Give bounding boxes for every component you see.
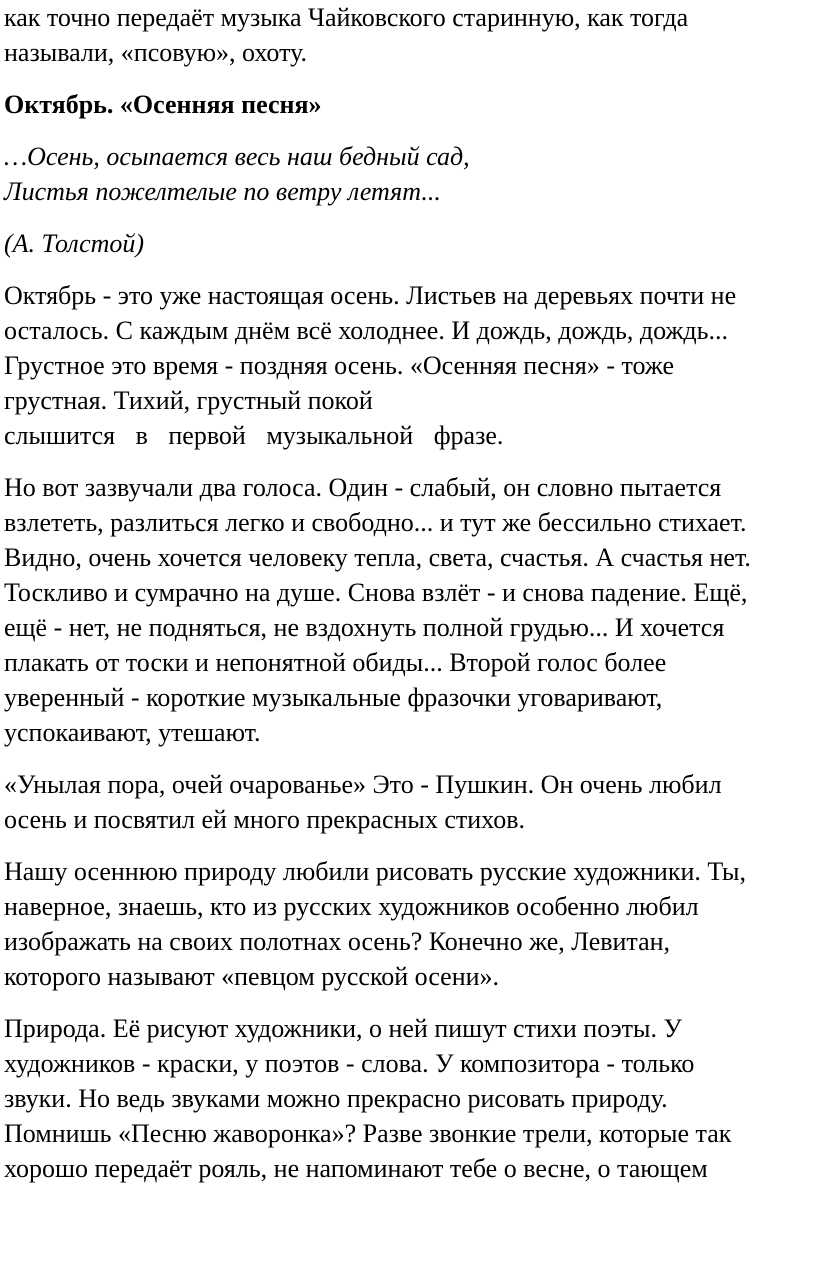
paragraph-two-voices <box>4 470 812 750</box>
text-line: изображать на своих полотнах осень? Конечно же, Левитан, <box>4 927 671 956</box>
paragraph-october <box>4 278 812 453</box>
paragraph-gap <box>4 994 812 1011</box>
text-line: ещё - нет, не подняться, не вздохнуть полной грудью... И хочется <box>4 613 725 642</box>
text-line: хорошо передаёт рояль, не напоминают тебе о весне, о тающем <box>4 1154 708 1183</box>
poem-author <box>4 226 812 261</box>
text-line: называли, «псовую», охоту. <box>4 38 307 67</box>
document-page <box>4 0 812 1186</box>
text-line: успокаивают, утешают. <box>4 718 261 747</box>
paragraph-gap <box>4 122 812 139</box>
text-line: художников - краски, у поэтов - слова. У композитора - только <box>4 1049 695 1078</box>
paragraph-nature <box>4 1011 812 1186</box>
heading-text: Октябрь. «Осенняя песня» <box>4 90 322 119</box>
text-line: грустная. Тихий, грустный покой <box>4 386 373 415</box>
paragraph-painters <box>4 854 812 994</box>
poem-line: Листья пожелтелые по ветру летят... <box>4 177 441 206</box>
poem-author-text: (А. Толстой) <box>4 229 145 258</box>
text-line: звуки. Но ведь звуками можно прекрасно рисовать природу. <box>4 1084 668 1113</box>
text-line: Природа. Её рисуют художники, о ней пишут стихи поэты. У <box>4 1014 682 1043</box>
text-line: Октябрь - это уже настоящая осень. Листьев на деревьях почти не <box>4 281 737 310</box>
text-line: наверное, знаешь, кто из русских художников особенно любил <box>4 892 699 921</box>
paragraph-gap <box>4 837 812 854</box>
section-heading <box>4 87 812 122</box>
text-line: Видно, очень хочется человеку тепла, света, счастья. А счастья нет. <box>4 543 751 572</box>
text-line: осталось. С каждым днём всё холоднее. И дождь, дождь, дождь... <box>4 316 729 345</box>
paragraph-gap <box>4 209 812 226</box>
text-line: Но вот зазвучали два голоса. Один - слабый, он словно пытается <box>4 473 722 502</box>
text-line: Помнишь «Песню жаворонка»? Разве звонкие трели, которые так <box>4 1119 732 1148</box>
text-line: «Унылая пора, очей очарованье» Это - Пушкин. Он очень любил <box>4 770 722 799</box>
text-line: которого называют «певцом русской осени». <box>4 962 500 991</box>
text-line: плакать от тоски и непонятной обиды... Второй голос более <box>4 648 667 677</box>
text-line: Нашу осеннюю природу любили рисовать русские художники. Ты, <box>4 857 746 886</box>
intro-paragraph <box>4 0 812 70</box>
text-line: взлететь, разлиться легко и свободно... и тут же бессильно стихает. <box>4 508 747 537</box>
text-line: Тоскливо и сумрачно на душе. Снова взлёт - и снова падение. Ещё, <box>4 578 748 607</box>
paragraph-gap <box>4 70 812 87</box>
text-line: осень и посвятил ей много прекрасных стихов. <box>4 805 525 834</box>
paragraph-gap <box>4 750 812 767</box>
paragraph-gap <box>4 453 812 470</box>
text-line: слышится в первой музыкальной фразе. <box>4 421 504 450</box>
paragraph-gap <box>4 261 812 278</box>
paragraph-pushkin <box>4 767 812 837</box>
text-line: Грустное это время - поздняя осень. «Осенняя песня» - тоже <box>4 351 675 380</box>
text-line: уверенный - короткие музыкальные фразочки уговаривают, <box>4 683 663 712</box>
poem-line: …Осень, осыпается весь наш бедный сад, <box>4 142 470 171</box>
text-line: как точно передаёт музыка Чайковского старинную, как тогда <box>4 3 689 32</box>
poem-quote <box>4 139 812 209</box>
